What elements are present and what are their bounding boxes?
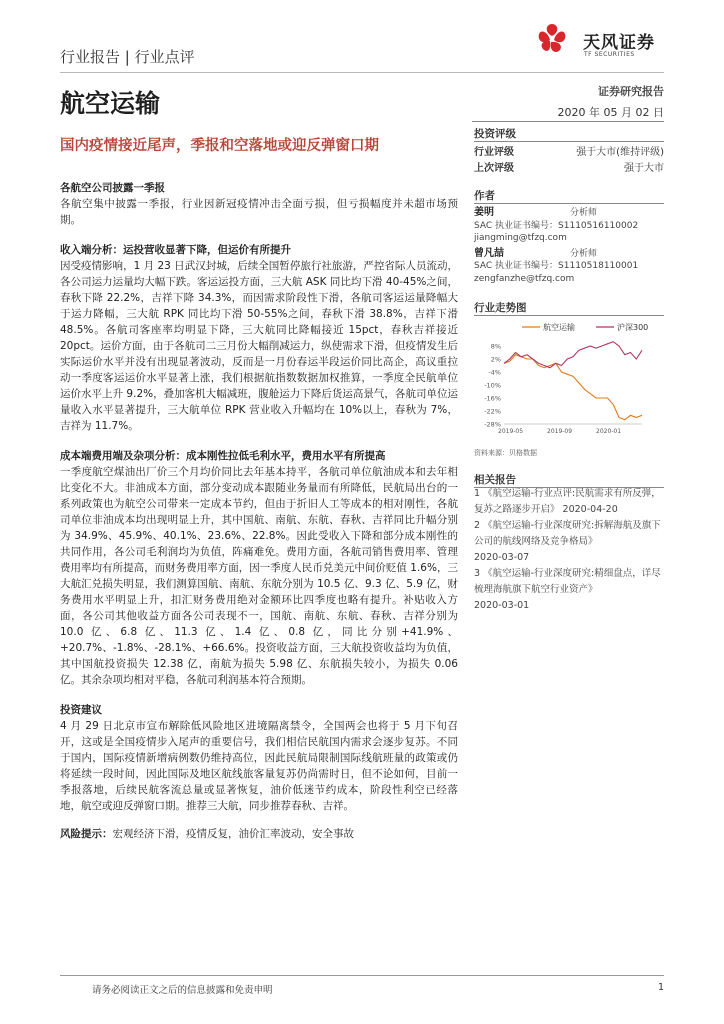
logo-name: 天风证券 (583, 33, 655, 53)
sector-title: 航空运输 (60, 89, 161, 118)
rating-divider (474, 141, 664, 142)
section-title-advice: 投资建议 (60, 704, 102, 716)
related-report-item[interactable] (474, 518, 664, 566)
x-tick-label: 2019-09 (547, 428, 573, 435)
section-title-q1: 各航空公司披露一季报 (60, 182, 165, 194)
footer-divider (60, 975, 664, 976)
related-title: 相关报告 (474, 474, 516, 486)
related-report-text[interactable]: 3 《航空运输-行业深度研究:精细盘点，详尽梳理海航旗下航空行业资产》 (474, 568, 661, 595)
chart-source: 资料来源：贝格数据 (474, 449, 537, 457)
y-tick-label: 2% (490, 355, 501, 364)
previous-rating-row (474, 159, 664, 174)
analyst-card (474, 248, 664, 286)
related-report-text[interactable]: 2 《航空运输-行业深度研究:拆解海航及旗下公司的航线网络及竞争格局》 (474, 520, 661, 547)
industry-rating-value: 强于大市(维持评级) (576, 147, 664, 158)
legend-label: 沪深300 (617, 323, 649, 332)
section-title-cost: 成本端费用端及杂项分析：成本刚性拉低毛利水平，费用水平有所提高 (60, 450, 386, 462)
page-number: 1 (657, 982, 664, 993)
trend-title: 行业走势图 (474, 302, 527, 314)
related-reports (474, 486, 664, 614)
authors-title: 作者 (474, 190, 495, 202)
risk-warning (60, 826, 458, 842)
footer-disclaimer: 请务必阅读正文之后的信息披露和免责申明 (92, 985, 273, 996)
y-tick-label: -28% (484, 420, 501, 429)
rating-title: 投资评级 (474, 128, 516, 140)
section-paragraph: 4 月 29 日北京市宣布解除低风险地区进境隔离禁令，全国两会也将于 5 月下旬召开，这或是全国疫情步入尾声的重要信号，我们相信民航国内需求会逐步复苏。不同于国内，国际疫情新增病例数仍维持高位，因此民航局限制国际线航班量的政策或仍将延续一段时间，因此国际及地区航线旅客量复苏仍尚需时日，但不论如何，目前一季报落地，后续民航客流总量或显著恢复，油价低迷节约成本，阶段性利空已经落地，航空或迎反弹窗口期。推荐三大航，同步推荐春秋、吉祥。 (60, 720, 458, 812)
related-report-date: 2020-04-20 (562, 504, 618, 515)
analyst-cert: SAC 执业证书编号：S1110518110001 (474, 261, 639, 271)
logo-subtitle: TF SECURITIES (584, 51, 635, 58)
series-line (504, 355, 642, 420)
industry-rating-label: 行业评级 (474, 147, 514, 158)
analyst-card (474, 207, 664, 245)
analyst-cert: SAC 执业证书编号：S1110516110002 (474, 220, 639, 231)
analyst-email[interactable]: zengfanzhe@tfzq.com (474, 273, 575, 284)
related-report-date: 2020-03-07 (474, 552, 530, 563)
section-paragraph: 一季度航空煤油出厂价三个月均价同比去年基本持平，各航司单位航油成本和去年相比变化不大。非油成本方面，部分变动成本跟随业务量而有所降低，民航局出台的一系列政策也为航空公司带来一定成本节约，但由于折旧人工等成本的相对刚性，各航司单位非油成本均出现明显上升，其中国航、南航、东航、春秋、吉祥同比升幅分别为 34.9%、45.9%、40.1%、23.6%、22.8%。因此受收入下降和部分成本刚性的共同作用，各公司毛利润均为负值，阵痛难免。费用方面，各航司销售费用率、管理费用率均有所提高，而财务费用率方面，因一季度人民币兑美元中间价贬值 1.6%，三大航汇兑损失明显，我们测算国航、南航、东航分别为 10.5 亿、9.3 亿、5.9 亿，财务费用水平明显上升，扣汇财务费用绝对金额环比四季度也略有提升。补贴收入方面，各公司其他收益方面各公司表现不一，国航、南航、东航、春秋、吉祥分别为 10.0 亿、6.8 亿、11.3 亿、1.4 亿、0.8 亿，同比分别+41.9%、+20.7%、-1.8%、-28.1%、+66.6%。投资收益方面，三大航投资收益均为负值，其中国航投资损失 12.38 亿，南航为损失 5.98 亿、东航损失较小，为损失 0.06 亿。其余杂项均相对平稳，各航司利润基本符合预期。 (60, 466, 458, 686)
section-title-revenue: 收入端分析：运投营收显著下降，但运价有所提升 (60, 244, 291, 256)
analyst-role: 分析师 (570, 248, 598, 259)
industry-trend-chart (474, 316, 664, 446)
analyst-email[interactable]: jiangming@tfzq.com (474, 233, 567, 243)
report-type: 证券研究报告 (598, 85, 664, 98)
y-tick-label: -22% (484, 407, 501, 416)
industry-rating-row (474, 143, 664, 158)
y-tick-label: -10% (484, 381, 501, 390)
analyst-name: 姜明 (474, 207, 494, 218)
y-tick-label: -16% (484, 394, 501, 403)
report-date: 2020 年 05 月 02 日 (557, 106, 664, 119)
series-line (504, 342, 642, 368)
date-divider (472, 121, 664, 122)
section-paragraph: 因受疫情影响，1 月 23 日武汉封城，后续全国暂停旅行社旅游，严控省际人员流动，各公司运力运量均大幅下跌。客运运投方面，三大航 ASK 同比均下滑 40-45%之间，春秋下降 22.2%，吉祥下降 34.3%，而因需求阶段性下滑，各航司客运运量降幅大于运力降幅，三大航 RPK 同比均下滑 50-55%之间，春秋下滑 38.8%，吉祥下滑 48.5%。各航司客座率均明显下降，三大航同比降幅接近 15pct，春秋吉祥接近 20pct。运价方面，由于各航司二三月份大幅削减运力，纵使需求下滑，但疫情发生后实际运价水平并没有出现显著波动，反而是一月份春运半段运价同比高企，高议重拉动一季度客运运价水平显著上涨，我们根据航指数数据加权推算，一季度全民航单位运价水平上升 9.2%，叠加客机大幅减班，腹舱运力下降后货运高景气，各航司单位运量收入水平显著提升，三大航单位 RPK 营业收入升幅均在 10%以上，春秋为 7%，吉祥为 11.7%。 (60, 260, 458, 432)
related-report-date: 2020-03-01 (474, 600, 530, 611)
x-tick-label: 2019-05 (498, 428, 524, 435)
related-report-item[interactable] (474, 486, 664, 518)
related-report-text[interactable]: 1 《航空运输-行业点评:民航需求有所反弹，复苏之路逐步开启》 (474, 488, 661, 515)
risk-label: 风险提示： (60, 828, 113, 840)
y-tick-label: -4% (488, 368, 501, 377)
risk-text: 宏观经济下滑，疫情反复，油价汇率波动，安全事故 (112, 828, 354, 840)
related-report-item[interactable] (474, 566, 664, 614)
x-tick-label: 2020-01 (596, 428, 622, 435)
previous-rating-label: 上次评级 (474, 163, 514, 174)
headline: 国内疫情接近尾声，季报和空落地或迎反弹窗口期 (60, 138, 379, 154)
authors-divider (474, 203, 664, 204)
analyst-name: 曾凡喆 (474, 247, 504, 259)
legend-label: 航空运输 (543, 323, 575, 332)
report-category: 行业报告 | 行业点评 (60, 48, 195, 66)
analyst-list (474, 207, 664, 285)
main-content (60, 180, 458, 842)
previous-rating-value: 强于大市 (624, 163, 664, 174)
section-paragraph: 各航空集中披露一季报，行业因新冠疫情冲击全面亏损，但亏损幅度并未超市场预期。 (60, 198, 458, 226)
analyst-role: 分析师 (570, 208, 598, 218)
y-tick-label: 8% (490, 342, 501, 351)
